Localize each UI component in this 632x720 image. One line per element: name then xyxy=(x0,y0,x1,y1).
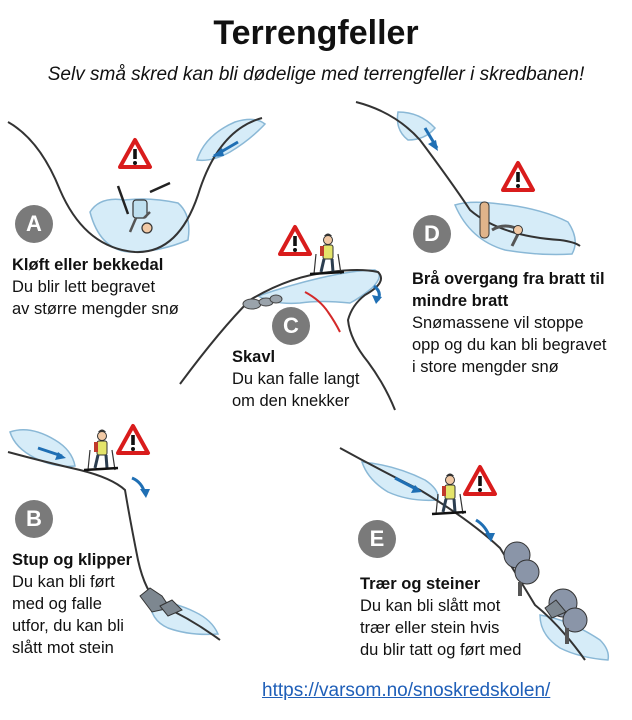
section-d-text xyxy=(412,268,606,378)
badge-e: E xyxy=(358,520,396,558)
section-b-line: med og falle xyxy=(12,595,102,613)
section-e-line: trær eller stein hvis xyxy=(360,619,500,637)
section-d-line: opp og du kan bli begravet xyxy=(412,336,607,354)
section-c-heading: Skavl xyxy=(232,348,276,366)
section-e-text xyxy=(360,573,521,661)
badge-b: B xyxy=(15,500,53,538)
badge-a: A xyxy=(15,205,53,243)
section-b-text xyxy=(12,549,132,659)
section-e-line: Du kan bli slått mot xyxy=(360,597,501,615)
section-b-line: utfor, du kan bli xyxy=(12,617,124,635)
section-c-line: om den knekker xyxy=(232,392,350,410)
section-d-heading-2: mindre bratt xyxy=(412,292,509,310)
section-a-heading: Kløft eller bekkedal xyxy=(12,256,164,274)
varsom-link[interactable]: https://varsom.no/snoskredskolen/ xyxy=(262,680,551,701)
section-a-line: av større mengder snø xyxy=(12,300,179,318)
section-b-heading: Stup og klipper xyxy=(12,551,133,569)
section-e-heading: Trær og steiner xyxy=(360,575,481,593)
section-b-line: slått mot stein xyxy=(12,639,114,657)
section-a-line: Du blir lett begravet xyxy=(12,278,156,296)
badge-c: C xyxy=(272,307,310,345)
section-e-line: du blir tatt og ført med xyxy=(360,641,522,659)
page-title: Terrengfeller xyxy=(213,14,419,52)
section-b-line: Du kan bli ført xyxy=(12,573,115,591)
section-d-heading: Brå overgang fra bratt til xyxy=(412,270,605,288)
section-c-text xyxy=(232,346,360,412)
section-a-text xyxy=(12,254,179,320)
page-subtitle: Selv små skred kan bli dødelige med terrengfeller i skredbanen! xyxy=(47,64,585,85)
section-d-line: Snømassene vil stoppe xyxy=(412,314,584,332)
section-c-line: Du kan falle langt xyxy=(232,370,360,388)
section-d-line: i store mengder snø xyxy=(412,358,559,376)
panel-d-illustration xyxy=(356,102,580,255)
badge-d: D xyxy=(413,215,451,253)
